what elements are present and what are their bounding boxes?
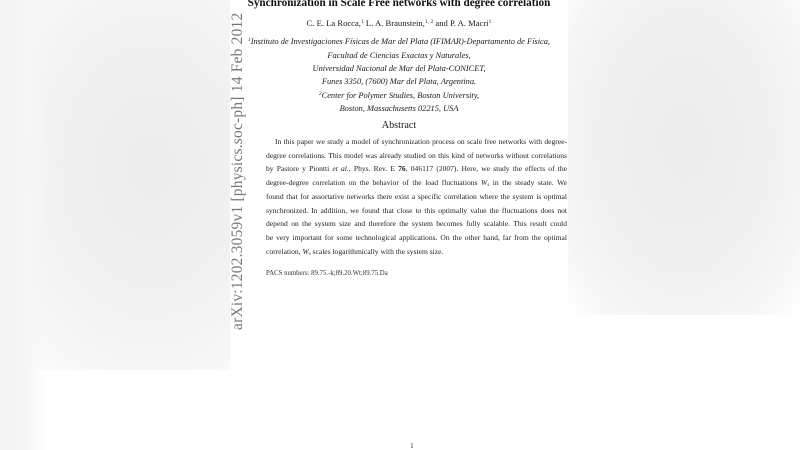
text-run: scales logarithmically with the system size. (310, 246, 444, 256)
abstract-line: found that for assortative networks there exist a specific correlation where the system is optimal (266, 191, 567, 201)
affiliation-line: Funes 3350, (7600) Mar del Plata, Argentina. (321, 77, 477, 86)
text-run: et al. (329, 164, 349, 174)
affiliation-line: Facultad de Ciencias Exactas y Naturales, (327, 51, 471, 60)
author-name: and P. A. Macri (433, 18, 489, 28)
text-run: correlation, (266, 246, 303, 256)
affiliation-text: Center for Polymer Studies, Boston University, (321, 91, 480, 100)
page-number: 1 (410, 441, 414, 450)
arxiv-stamp: arXiv:1202.3059v1 [physics.soc-ph] 14 Feb 2012 (229, 12, 246, 330)
author-name: C. E. La Rocca, (306, 18, 361, 28)
affiliation-line (230, 91, 568, 100)
affiliation-line: Boston, Massachusetts 02215, USA (339, 104, 459, 113)
author-list (230, 18, 568, 28)
abstract-line: depend on the system size and therefore the system becomes fully scalable. This result could (266, 219, 567, 229)
affiliation-text: Instituto de Investigaciones Físicas de Mar del Plata (IFIMAR)-Departamento de Física, (250, 37, 551, 46)
author-affil-mark: 1, 2 (424, 19, 434, 25)
affil-mark: 1 (247, 37, 251, 43)
abstract-line (266, 178, 567, 187)
abstract-line (266, 247, 567, 256)
abstract-heading: Abstract (381, 120, 417, 131)
math-symbol: W (481, 178, 488, 188)
abstract-line: In this paper we study a model of synchronization process on scale free networks with degree- (275, 137, 567, 146)
background-right-blur (568, 0, 800, 315)
author-affil-mark: 1 (488, 19, 492, 25)
abstract-line (266, 164, 567, 173)
paper-title: Synchronization in Scale Free networks with degree correlation (247, 0, 551, 9)
text-run: , 046117 (2007). Here, we study the effects of the (405, 164, 567, 174)
text-run: in the steady state. We (489, 178, 567, 188)
abstract-line: synchronized. In addition, we found that close to this optimally value the fluctuations does not (266, 205, 567, 215)
text-run: , Phys. Rev. E (348, 164, 399, 174)
background-left-edge (0, 0, 45, 450)
text-run: by Pastore y Piontti (266, 164, 330, 174)
affiliation-line (230, 37, 568, 46)
affiliation-line: Universidad Nacional de Mar del Plata-CONICET, (312, 64, 486, 73)
author-name: L. A. Braunstein, (363, 18, 425, 28)
math-subscript: s (487, 183, 490, 189)
abstract-line: be very important for some technological applications. On the other hand, far from the optimal (266, 232, 567, 242)
author-affil-mark: 1 (360, 19, 364, 25)
math-subscript: s (308, 251, 311, 257)
math-symbol: W (302, 246, 309, 256)
pacs-numbers: PACS numbers: 89.75.-k;89.20.Wt;89.75.Da (266, 270, 388, 277)
affil-mark: 2 (318, 91, 322, 97)
abstract-line: degree correlations. This model was already studied on this kind of networks without correlations (266, 150, 567, 160)
text-run: 76 (398, 164, 406, 174)
text-run: degree-degree correlation on the behavior of the load fluctuations (266, 178, 482, 188)
